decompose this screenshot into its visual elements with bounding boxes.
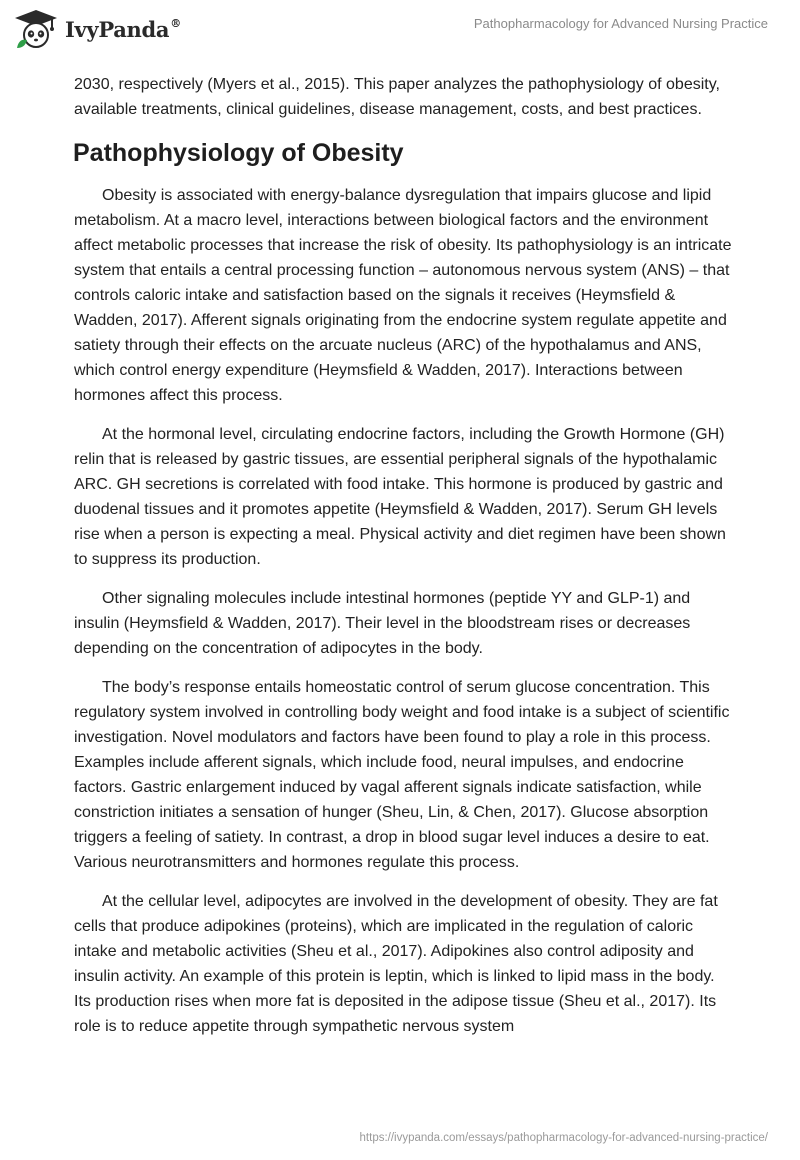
logo[interactable] xyxy=(13,8,181,50)
paragraph: At the hormonal level, circulating endocrine factors, including the Growth Hormone (GH) relin that is released by gastric tissues, are essential peripheral signals of the hypothalamic ARC. GH secretions is correlated with food intake. This hormone is produced by gastric and duodenal tissues and it promotes appetite (Heymsfield & Wadden, 2017). Serum GH levels rise when a person is expecting a meal. Physical activity and diet regimen have been shown to suppress its production. xyxy=(74,426,726,568)
paragraph: Obesity is associated with energy-balance dysregulation that impairs glucose and lipid metabolism. At a macro level, interactions between biological factors and the environment affect metabolic processes that increase the risk of obesity. Its pathophysiology is an intricate system that entails a central processing function – autonomous nervous system (ANS) – that controls caloric intake and satisfaction based on the signals it receives (Heymsfield & Wadden, 2017). Afferent signals originating from the endocrine system regulate appetite and satiety through their effects on the arcuate nucleus (ARC) of the hypothalamus and ANS, which control energy expenditure (Heymsfield & Wadden, 2017). Interactions between hormones affect this process. xyxy=(74,187,732,404)
brand-name: IvyPanda® xyxy=(65,16,181,42)
paragraph: Other signaling molecules include intestinal hormones (peptide YY and GLP-1) and insulin (Heymsfield & Wadden, 2017). Their level in the bloodstream rises or decreases depending on the concentration of adipocytes in the body. xyxy=(74,590,691,657)
paragraph: At the cellular level, adipocytes are involved in the development of obesity. They are fat cells that produce adipokines (proteins), which are implicated in the regulation of caloric intake and metabolic activities (Sheu et al., 2017). Adipokines also control adiposity and insulin activity. An example of this protein is leptin, which is linked to lipid mass in the body. Its production rises when more fat is deposited in the adipose tissue (Sheu et al., 2017). Its role is to reduce appetite through sympathetic nervous system xyxy=(74,893,718,1035)
intro-paragraph: 2030, respectively (Myers et al., 2015). This paper analyzes the pathophysiology of obesity, available treatments, clinical guidelines, disease management, costs, and best practices. xyxy=(74,76,720,118)
page-header xyxy=(0,0,800,60)
essay-body xyxy=(74,72,734,1053)
document-title: Pathopharmacology for Advanced Nursing Practice xyxy=(473,16,768,31)
paragraph: The body’s response entails homeostatic control of serum glucose concentration. This regulatory system involved in controlling body weight and food intake is a subject of scientific investigation. Novel modulators and factors have been found to play a role in this process. Examples include afferent signals, which include food, neural impulses, and endocrine factors. Gastric enlargement induced by vagal afferent signals indicate satisfaction, while constriction initiates a sensation of hunger (Sheu, Lin, & Chen, 2017). Glucose absorption triggers a feeling of satiety. In contrast, a drop in blood sugar level induces a desire to eat. Various neurotransmitters and hormones regulate this process. xyxy=(74,679,730,871)
panda-graduation-icon xyxy=(13,8,59,50)
source-url[interactable]: https://ivypanda.com/essays/pathopharmacology-for-advanced-nursing-practice/ xyxy=(359,1132,768,1144)
section-heading: Pathophysiology of Obesity xyxy=(73,139,404,167)
